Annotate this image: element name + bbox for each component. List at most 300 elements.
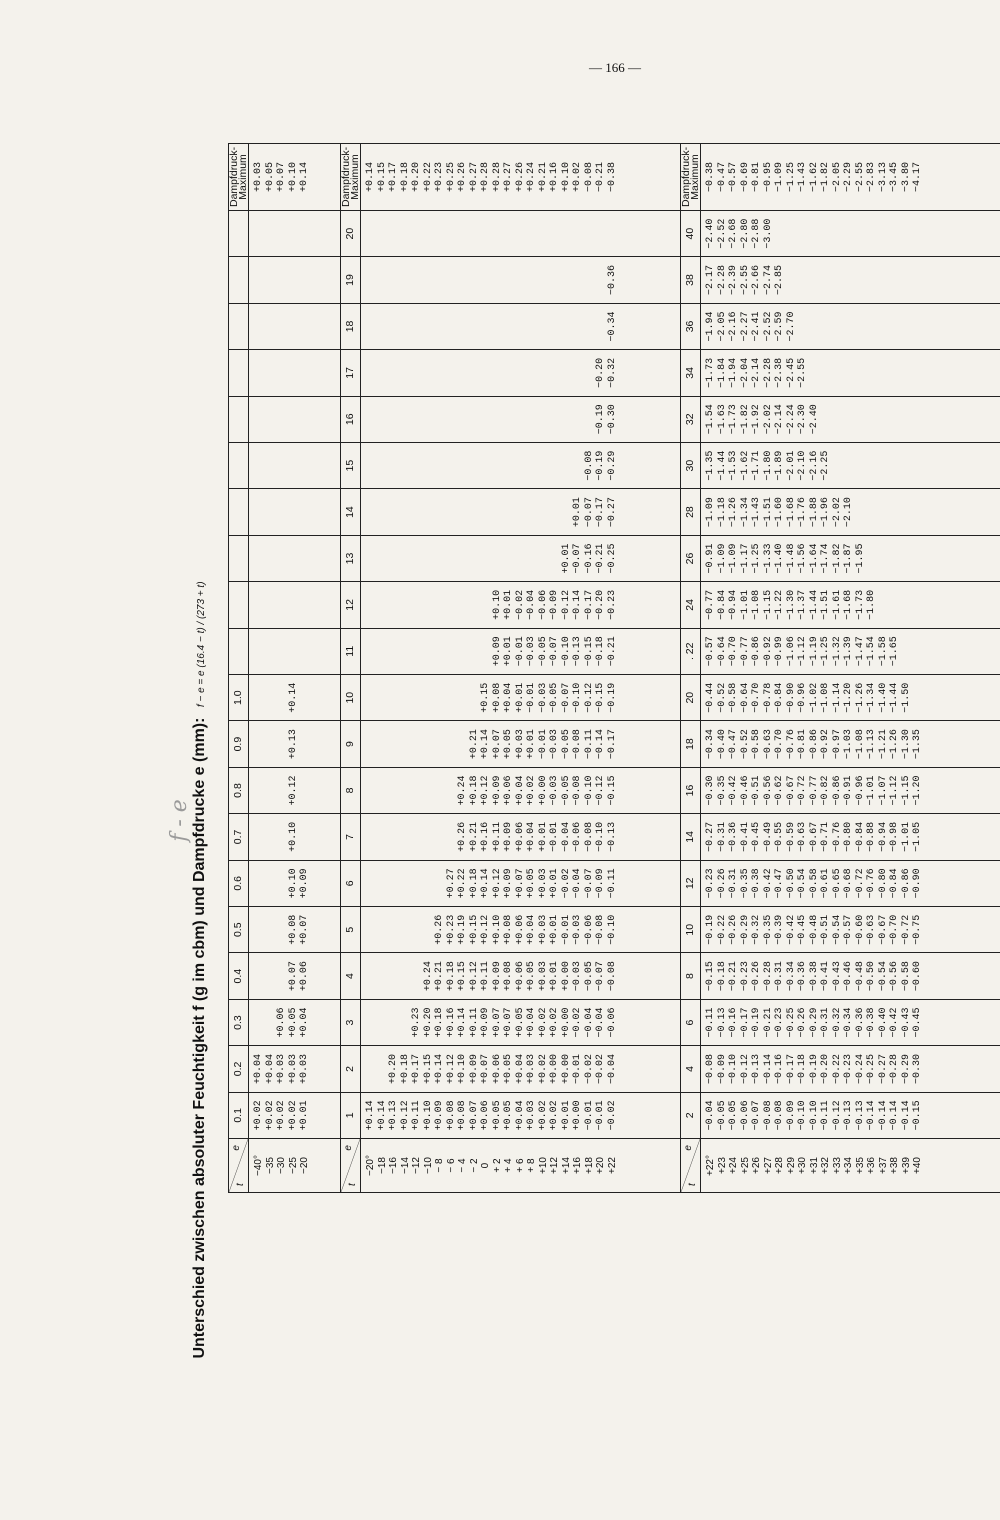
- value-cell: [503, 489, 515, 534]
- max-value: −2.55: [855, 144, 867, 210]
- value-cell: −0.10: [584, 768, 596, 813]
- value-cell: [549, 489, 561, 534]
- value-cell: −0.84: [855, 814, 867, 859]
- value-cell: −0.10: [595, 814, 607, 859]
- value-cell: [549, 350, 561, 395]
- value-cell: [561, 350, 573, 395]
- column-header: 38: [681, 257, 701, 303]
- value-cell: [503, 536, 515, 581]
- column-header: 10: [341, 674, 361, 720]
- column-header: 20: [341, 210, 361, 256]
- column-header: 0.6: [229, 860, 249, 906]
- value-cell: [423, 814, 435, 859]
- column-header: 17: [341, 350, 361, 396]
- column-header: 0.8: [229, 767, 249, 813]
- value-column: [361, 535, 681, 581]
- corner-cell: [681, 1139, 701, 1193]
- value-cell: [377, 489, 389, 534]
- value-cell: −0.78: [763, 675, 775, 720]
- column-header: 0.5: [229, 907, 249, 953]
- value-cell: −1.34: [866, 675, 878, 720]
- value-cell: +0.24: [457, 768, 469, 813]
- value-cell: +0.24: [423, 953, 435, 998]
- value-cell: [457, 675, 469, 720]
- value-cell: −0.13: [751, 1046, 763, 1091]
- value-cell: [411, 350, 423, 395]
- value-cell: +0.02: [526, 768, 538, 813]
- value-cell: +0.01: [549, 907, 561, 952]
- value-cell: −0.57: [705, 629, 717, 674]
- value-cell: +0.21: [434, 953, 446, 998]
- value-cell: −2.16: [809, 443, 821, 488]
- value-cell: +0.03: [538, 907, 550, 952]
- value-cell: [457, 304, 469, 349]
- value-cell: −2.27: [740, 304, 752, 349]
- value-cell: +0.08: [503, 953, 515, 998]
- temperature-column: [249, 1139, 341, 1193]
- value-cell: +0.09: [503, 814, 515, 859]
- value-cell: [549, 304, 561, 349]
- value-cell: [365, 397, 377, 442]
- value-cell: [265, 768, 277, 813]
- value-cell: +0.03: [526, 1046, 538, 1091]
- value-cell: [253, 907, 265, 952]
- max-value: +0.10: [288, 144, 300, 210]
- value-cell: [253, 768, 265, 813]
- value-cell: −2.24: [786, 397, 798, 442]
- value-column: [361, 814, 681, 860]
- rotated-table-container: [228, 143, 960, 1193]
- value-cell: [446, 629, 458, 674]
- max-value: +0.28: [492, 144, 504, 210]
- value-cell: [595, 257, 607, 302]
- data-row: [701, 144, 1000, 1193]
- value-cell: −0.45: [912, 1000, 924, 1045]
- value-cell: [276, 907, 288, 952]
- humidity-table: [228, 143, 1000, 1193]
- value-cell: +0.01: [561, 536, 573, 581]
- column-header: 18: [341, 303, 361, 349]
- value-cell: −1.94: [728, 350, 740, 395]
- value-cell: −0.02: [572, 1000, 584, 1045]
- value-cell: +0.06: [480, 1093, 492, 1138]
- value-cell: +0.14: [434, 1046, 446, 1091]
- temperature-value: +26: [751, 1139, 763, 1192]
- value-cell: −0.13: [607, 814, 619, 859]
- value-cell: −0.05: [728, 1093, 740, 1138]
- value-cell: −0.52: [717, 675, 729, 720]
- value-cell: −1.92: [751, 397, 763, 442]
- value-cell: −1.54: [705, 397, 717, 442]
- value-cell: [572, 304, 584, 349]
- value-cell: +0.00: [538, 768, 550, 813]
- value-cell: [492, 304, 504, 349]
- value-cell: [253, 675, 265, 720]
- value-cell: −1.08: [855, 721, 867, 766]
- max-value: −3.45: [889, 144, 901, 210]
- value-cell: −0.19: [595, 397, 607, 442]
- value-column: [361, 628, 681, 674]
- value-cell: −0.29: [809, 1000, 821, 1045]
- column-header: 0.9: [229, 721, 249, 767]
- value-cell: [377, 443, 389, 488]
- value-cell: −0.92: [820, 721, 832, 766]
- value-cell: −0.08: [584, 443, 596, 488]
- value-cell: −0.51: [820, 907, 832, 952]
- column-header: 34: [681, 350, 701, 396]
- temperature-value: −40°: [253, 1139, 265, 1192]
- value-cell: −0.03: [538, 675, 550, 720]
- column-header: 0.1: [229, 1092, 249, 1138]
- value-cell: −0.24: [855, 1046, 867, 1091]
- value-cell: −0.43: [832, 953, 844, 998]
- value-cell: +0.26: [457, 814, 469, 859]
- value-cell: −0.58: [728, 675, 740, 720]
- max-value: −2.29: [843, 144, 855, 210]
- temperature-value: −25: [288, 1139, 300, 1192]
- value-cell: −0.70: [889, 907, 901, 952]
- value-cell: −0.19: [705, 907, 717, 952]
- value-cell: [265, 907, 277, 952]
- column-header: 12: [681, 860, 701, 906]
- temperature-value: −14: [400, 1139, 412, 1192]
- column-header: [229, 303, 249, 349]
- value-cell: +0.04: [515, 768, 527, 813]
- value-cell: −1.62: [740, 443, 752, 488]
- temperature-value: +16: [572, 1139, 584, 1192]
- value-cell: [423, 721, 435, 766]
- value-cell: +0.11: [411, 1093, 423, 1138]
- value-cell: +0.03: [526, 1093, 538, 1138]
- value-cell: [299, 675, 311, 720]
- value-cell: [538, 257, 550, 302]
- value-cell: −0.02: [584, 1046, 596, 1091]
- value-cell: [365, 814, 377, 859]
- value-column: [361, 210, 681, 256]
- value-cell: −0.15: [595, 675, 607, 720]
- value-cell: −1.25: [751, 536, 763, 581]
- value-column: [361, 860, 681, 906]
- value-cell: +0.00: [572, 1093, 584, 1138]
- value-cell: −0.51: [751, 768, 763, 813]
- value-cell: −1.82: [740, 397, 752, 442]
- value-cell: −0.38: [751, 861, 763, 906]
- value-cell: −0.23: [607, 582, 619, 627]
- value-cell: [457, 721, 469, 766]
- value-cell: +0.10: [457, 1046, 469, 1091]
- value-cell: [400, 443, 412, 488]
- column-header: 8: [341, 767, 361, 813]
- value-column: [249, 721, 341, 767]
- value-cell: [400, 397, 412, 442]
- value-cell: [503, 304, 515, 349]
- max-value: −0.69: [740, 144, 752, 210]
- value-cell: −0.46: [740, 768, 752, 813]
- value-cell: [265, 861, 277, 906]
- value-cell: −1.65: [889, 629, 901, 674]
- value-cell: −0.10: [572, 675, 584, 720]
- value-cell: +0.12: [288, 768, 300, 813]
- value-cell: [411, 536, 423, 581]
- value-cell: −0.13: [572, 629, 584, 674]
- value-cell: −0.18: [717, 953, 729, 998]
- value-cell: +0.04: [526, 814, 538, 859]
- value-cell: −0.42: [728, 768, 740, 813]
- margin-note: f - e: [167, 799, 192, 842]
- temperature-value: +12: [549, 1139, 561, 1192]
- value-cell: [276, 675, 288, 720]
- value-cell: +0.21: [469, 814, 481, 859]
- value-cell: −0.23: [843, 1046, 855, 1091]
- value-cell: +0.09: [492, 953, 504, 998]
- value-cell: +0.12: [400, 1093, 412, 1138]
- max-value: +0.23: [434, 144, 446, 210]
- value-cell: −0.27: [878, 1046, 890, 1091]
- value-cell: −2.66: [751, 257, 763, 302]
- value-cell: −0.10: [561, 629, 573, 674]
- column-header: [229, 628, 249, 674]
- value-cell: [276, 814, 288, 859]
- value-cell: −1.96: [820, 489, 832, 534]
- value-cell: −1.71: [751, 443, 763, 488]
- value-cell: [299, 721, 311, 766]
- value-cell: +0.05: [503, 721, 515, 766]
- value-cell: +0.09: [469, 1046, 481, 1091]
- value-cell: +0.09: [434, 1093, 446, 1138]
- value-cell: −0.12: [584, 675, 596, 720]
- value-cell: −0.03: [572, 953, 584, 998]
- value-cell: +0.18: [434, 1000, 446, 1045]
- value-cell: [503, 350, 515, 395]
- value-cell: [400, 1000, 412, 1045]
- column-header: 14: [341, 489, 361, 535]
- value-cell: −0.75: [912, 907, 924, 952]
- max-header: Dampfdruck-Maximum: [681, 144, 701, 211]
- value-cell: −0.34: [843, 1000, 855, 1045]
- value-column: [249, 535, 341, 581]
- value-cell: −2.16: [728, 304, 740, 349]
- column-header: [229, 396, 249, 442]
- value-cell: +0.07: [480, 1046, 492, 1091]
- value-cell: +0.08: [288, 907, 300, 952]
- value-cell: [365, 350, 377, 395]
- value-cell: +0.03: [515, 721, 527, 766]
- value-cell: −1.53: [728, 443, 740, 488]
- value-column: [701, 767, 1000, 813]
- value-cell: −1.68: [786, 489, 798, 534]
- value-cell: [492, 350, 504, 395]
- value-cell: −2.01: [786, 443, 798, 488]
- value-column: [249, 442, 341, 488]
- value-cell: −1.63: [717, 397, 729, 442]
- value-cell: −0.21: [607, 629, 619, 674]
- value-cell: +0.05: [526, 861, 538, 906]
- value-cell: [365, 489, 377, 534]
- value-cell: [434, 768, 446, 813]
- value-cell: −2.04: [740, 350, 752, 395]
- value-cell: [400, 489, 412, 534]
- value-column: [361, 721, 681, 767]
- value-column: [701, 350, 1000, 396]
- value-cell: +0.01: [538, 814, 550, 859]
- value-cell: [480, 536, 492, 581]
- value-cell: +0.06: [515, 953, 527, 998]
- value-cell: −0.07: [572, 536, 584, 581]
- max-value: −3.13: [878, 144, 890, 210]
- value-cell: [365, 629, 377, 674]
- temperature-value: +22: [607, 1139, 619, 1192]
- value-column: [361, 257, 681, 303]
- value-cell: −1.73: [705, 350, 717, 395]
- value-cell: −0.76: [786, 721, 798, 766]
- column-header: 1.0: [229, 674, 249, 720]
- value-cell: [253, 1000, 265, 1045]
- value-cell: +0.05: [503, 1093, 515, 1138]
- value-cell: −0.58: [751, 721, 763, 766]
- max-value: +0.02: [572, 144, 584, 210]
- value-cell: −0.01: [538, 721, 550, 766]
- value-cell: −0.15: [584, 629, 596, 674]
- value-cell: −0.91: [705, 536, 717, 581]
- value-cell: −0.10: [607, 907, 619, 952]
- value-cell: −0.13: [855, 1093, 867, 1138]
- value-cell: +0.14: [377, 1093, 389, 1138]
- value-cell: [388, 397, 400, 442]
- value-column: [249, 999, 341, 1045]
- value-cell: +0.03: [276, 1046, 288, 1091]
- value-cell: −0.16: [584, 536, 596, 581]
- value-cell: +0.13: [388, 1093, 400, 1138]
- value-cell: +0.04: [503, 675, 515, 720]
- value-cell: +0.02: [549, 1000, 561, 1045]
- corner-cell: [341, 1139, 361, 1193]
- column-header: 6: [341, 860, 361, 906]
- value-column: [361, 582, 681, 628]
- value-cell: [434, 536, 446, 581]
- value-cell: [423, 397, 435, 442]
- value-cell: −0.04: [705, 1093, 717, 1138]
- value-cell: −0.77: [740, 629, 752, 674]
- value-cell: −0.68: [843, 861, 855, 906]
- value-cell: [423, 536, 435, 581]
- column-header: 18: [681, 721, 701, 767]
- value-cell: −0.42: [763, 861, 775, 906]
- value-cell: −0.08: [595, 907, 607, 952]
- value-cell: −0.28: [889, 1046, 901, 1091]
- temperature-value: − 4: [457, 1139, 469, 1192]
- value-cell: −1.21: [878, 721, 890, 766]
- value-cell: [377, 814, 389, 859]
- value-cell: −0.39: [774, 907, 786, 952]
- value-cell: −0.01: [595, 1093, 607, 1138]
- value-cell: [388, 675, 400, 720]
- value-cell: −0.34: [607, 304, 619, 349]
- value-cell: [400, 814, 412, 859]
- value-cell: [276, 768, 288, 813]
- value-cell: +0.14: [457, 1000, 469, 1045]
- value-cell: +0.06: [515, 907, 527, 952]
- value-cell: [411, 907, 423, 952]
- value-cell: [377, 350, 389, 395]
- column-header: 4: [681, 1046, 701, 1092]
- value-cell: −0.60: [855, 907, 867, 952]
- value-cell: [423, 443, 435, 488]
- value-cell: −2.41: [751, 304, 763, 349]
- value-cell: [492, 397, 504, 442]
- value-cell: −1.09: [717, 536, 729, 581]
- value-cell: [457, 629, 469, 674]
- value-cell: −0.67: [809, 814, 821, 859]
- value-cell: [377, 397, 389, 442]
- max-column: [701, 144, 1000, 211]
- value-cell: [411, 953, 423, 998]
- max-value: +0.05: [265, 144, 277, 210]
- column-header: [229, 535, 249, 581]
- value-cell: −1.51: [820, 582, 832, 627]
- value-cell: [299, 814, 311, 859]
- value-cell: [584, 304, 596, 349]
- value-cell: −2.52: [763, 304, 775, 349]
- value-cell: [561, 397, 573, 442]
- max-value: −0.47: [717, 144, 729, 210]
- value-cell: −2.14: [751, 350, 763, 395]
- value-cell: −1.94: [705, 304, 717, 349]
- value-column: [701, 582, 1000, 628]
- value-cell: [388, 721, 400, 766]
- max-value: +0.17: [388, 144, 400, 210]
- value-cell: [377, 536, 389, 581]
- value-cell: −1.64: [809, 536, 821, 581]
- value-cell: −1.15: [763, 582, 775, 627]
- value-cell: −0.06: [538, 582, 550, 627]
- column-header: 24: [681, 582, 701, 628]
- value-cell: [388, 489, 400, 534]
- value-cell: +0.19: [457, 907, 469, 952]
- value-cell: −1.54: [866, 629, 878, 674]
- value-cell: [469, 257, 481, 302]
- value-cell: −0.70: [751, 675, 763, 720]
- value-cell: −0.02: [515, 582, 527, 627]
- value-cell: −2.28: [763, 350, 775, 395]
- value-cell: −0.35: [763, 907, 775, 952]
- value-cell: +0.22: [457, 861, 469, 906]
- column-header: 14: [681, 814, 701, 860]
- value-cell: −0.01: [584, 1093, 596, 1138]
- max-value: +0.03: [253, 144, 265, 210]
- value-column: [701, 953, 1000, 999]
- column-header: 1: [341, 1092, 361, 1138]
- value-cell: −0.86: [751, 629, 763, 674]
- column-header: [229, 210, 249, 256]
- value-cell: +0.07: [288, 953, 300, 998]
- value-cell: −0.59: [786, 814, 798, 859]
- value-cell: −0.58: [901, 953, 913, 998]
- column-header: [229, 257, 249, 303]
- value-cell: +0.03: [299, 1046, 311, 1091]
- value-cell: [457, 257, 469, 302]
- value-column: [701, 396, 1000, 442]
- temperature-value: +18: [584, 1139, 596, 1192]
- column-header: 26: [681, 535, 701, 581]
- value-cell: −0.08: [763, 1093, 775, 1138]
- value-cell: −0.17: [584, 582, 596, 627]
- value-cell: −0.08: [584, 814, 596, 859]
- value-cell: −0.50: [866, 953, 878, 998]
- value-cell: −0.36: [728, 814, 740, 859]
- max-value: +0.16: [549, 144, 561, 210]
- value-cell: [480, 257, 492, 302]
- value-cell: −0.96: [797, 675, 809, 720]
